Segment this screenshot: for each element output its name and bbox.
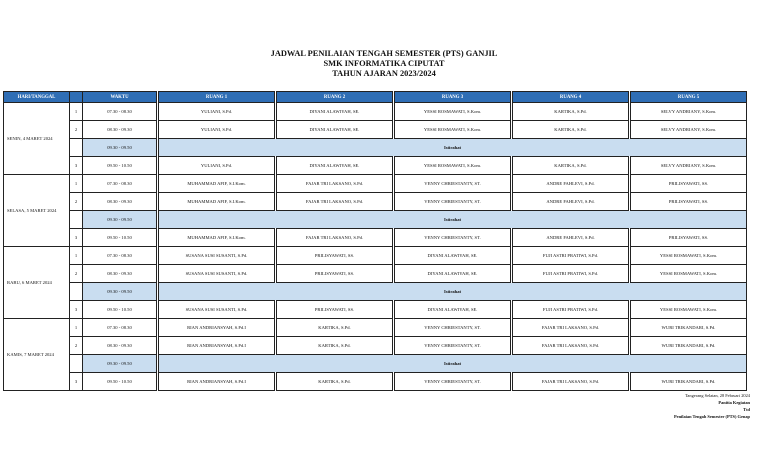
session-number: 3 <box>70 157 83 175</box>
col-time: WAKTU <box>83 92 158 103</box>
room-2-proctor: PRILISYAWATI, SS. <box>276 301 394 319</box>
room-4-proctor: FUJI ASTRI PRATIWI, S.Pd. <box>512 247 630 265</box>
session-number <box>70 139 83 157</box>
footer-signer: Penilaian Tengah Semester (PTS) Genap <box>673 414 750 419</box>
day-date: KAMIS, 7 MARET 2024 <box>4 319 70 391</box>
room-3-proctor: DIYANI ALAWIYAH, SE. <box>394 247 512 265</box>
room-4-proctor: FAJAR TRI LAKSANO, S.Pd. <box>512 373 630 391</box>
room-4-proctor: FAJAR TRI LAKSANO, S.Pd. <box>512 319 630 337</box>
room-3-proctor: VENNY CHRIESTANTY, ST. <box>394 175 512 193</box>
table-row <box>4 121 747 139</box>
room-5-proctor: PRILISYAWATI, SS. <box>630 175 747 193</box>
table-header-row <box>4 92 747 103</box>
room-1-proctor: SUSANA SUSI SUSANTI, S.Pd. <box>158 265 276 283</box>
doc-title-line2: SMK INFORMATIKA CIPUTAT <box>323 59 445 68</box>
room-2-proctor: KARTIKA, S.Pd. <box>276 337 394 355</box>
break-row <box>4 355 747 373</box>
room-3-proctor: VENNY CHRIESTANTY, ST. <box>394 193 512 211</box>
day-date: SENIN, 4 MARET 2024 <box>4 103 70 175</box>
session-number: 2 <box>70 337 83 355</box>
room-2-proctor: FAJAR TRI LAKSANO, S.Pd. <box>276 175 394 193</box>
break-time: 09.30 - 09.50 <box>83 139 158 157</box>
room-3-proctor: YESSI ROSMAWATI, S.Kom. <box>394 103 512 121</box>
room-1-proctor: MUHAMMAD AFIF, S.I.Kom. <box>158 193 276 211</box>
session-number: 2 <box>70 121 83 139</box>
session-number: 1 <box>70 247 83 265</box>
room-4-proctor: ANDRE FAHLEVI, S.Pd. <box>512 229 630 247</box>
footer-ttd: Ttd <box>743 407 750 412</box>
room-5-proctor: PRILISYAWATI, SS. <box>630 193 747 211</box>
day-date: RABU, 6 MARET 2024 <box>4 247 70 319</box>
session-time: 09.50 - 10.50 <box>83 229 158 247</box>
break-row <box>4 139 747 157</box>
room-2-proctor: DIYANI ALAWIYAH, SE. <box>276 157 394 175</box>
room-2-proctor: PRILISYAWATI, SS. <box>276 265 394 283</box>
room-2-proctor: KARTIKA, S.Pd. <box>276 319 394 337</box>
room-5-proctor: SELVY ANDRIANY, S.Kom. <box>630 103 747 121</box>
room-3-proctor: VENNY CHRIESTANTY, ST. <box>394 337 512 355</box>
room-1-proctor: SUSANA SUSI SUSANTI, S.Pd. <box>158 247 276 265</box>
col-room-3: RUANG 3 <box>394 92 512 103</box>
break-label: Istirahat <box>158 211 747 229</box>
room-5-proctor: YESSI ROSMAWATI, S.Kom. <box>630 247 747 265</box>
room-1-proctor: RIAN ANDRIANSYAH, S.Pd.I <box>158 337 276 355</box>
col-room-2: RUANG 2 <box>276 92 394 103</box>
doc-title-line1: JADWAL PENILAIAN TENGAH SEMESTER (PTS) GANJIL <box>270 49 498 58</box>
room-1-proctor: SUSANA SUSI SUSANTI, S.Pd. <box>158 301 276 319</box>
schedule-table <box>3 91 747 391</box>
room-5-proctor: WURI TRIKANDARI, S.Pd. <box>630 337 747 355</box>
session-number: 2 <box>70 193 83 211</box>
session-number <box>70 283 83 301</box>
table-row <box>4 103 747 121</box>
col-room-5: RUANG 5 <box>630 92 747 103</box>
room-3-proctor: YESSI ROSMAWATI, S.Kom. <box>394 157 512 175</box>
room-3-proctor: DIYANI ALAWIYAH, SE. <box>394 301 512 319</box>
break-time: 09.30 - 09.50 <box>83 355 158 373</box>
room-1-proctor: RIAN ANDRIANSYAH, S.Pd.I <box>158 373 276 391</box>
break-time: 09.30 - 09.50 <box>83 211 158 229</box>
break-row <box>4 283 747 301</box>
room-1-proctor: MUHAMMAD AFIF, S.I.Kom. <box>158 229 276 247</box>
col-room-4: RUANG 4 <box>512 92 630 103</box>
session-number: 1 <box>70 319 83 337</box>
room-4-proctor: FUJI ASTRI PRATIWI, S.Pd. <box>512 265 630 283</box>
break-row <box>4 211 747 229</box>
session-time: 07.30 - 08.30 <box>83 103 158 121</box>
col-no <box>70 92 83 103</box>
table-row <box>4 157 747 175</box>
room-4-proctor: KARTIKA, S.Pd. <box>512 103 630 121</box>
room-2-proctor: KARTIKA, S.Pd. <box>276 373 394 391</box>
col-room-1: RUANG 1 <box>158 92 276 103</box>
session-time: 08.30 - 09.30 <box>83 265 158 283</box>
session-number: 3 <box>70 301 83 319</box>
session-time: 09.50 - 10.50 <box>83 301 158 319</box>
footer-place-date: Tangerang Selatan, 28 Februari 2024 <box>685 393 750 398</box>
room-5-proctor: SELVY ANDRIANY, S.Kom. <box>630 121 747 139</box>
room-3-proctor: VENNY CHRIESTANTY, ST. <box>394 373 512 391</box>
session-number: 3 <box>70 373 83 391</box>
room-5-proctor: PRILISYAWATI, SS. <box>630 229 747 247</box>
break-label: Istirahat <box>158 283 747 301</box>
room-2-proctor: FAJAR TRI LAKSANO, S.Pd. <box>276 193 394 211</box>
table-row <box>4 265 747 283</box>
session-time: 07.30 - 08.30 <box>83 319 158 337</box>
table-row <box>4 247 747 265</box>
room-4-proctor: FUJI ASTRI PRATIWI, S.Pd. <box>512 301 630 319</box>
room-3-proctor: DIYANI ALAWIYAH, SE. <box>394 265 512 283</box>
room-4-proctor: ANDRE FAHLEVI, S.Pd. <box>512 193 630 211</box>
room-2-proctor: FAJAR TRI LAKSANO, S.Pd. <box>276 229 394 247</box>
room-3-proctor: VENNY CHRIESTANTY, ST. <box>394 229 512 247</box>
room-3-proctor: VENNY CHRIESTANTY, ST. <box>394 319 512 337</box>
room-5-proctor: YESSI ROSMAWATI, S.Kom. <box>630 301 747 319</box>
session-number: 3 <box>70 229 83 247</box>
session-number: 1 <box>70 175 83 193</box>
break-label: Istirahat <box>158 355 747 373</box>
session-time: 09.50 - 10.50 <box>83 373 158 391</box>
room-2-proctor: DIYANI ALAWIYAH, SE. <box>276 121 394 139</box>
session-number <box>70 211 83 229</box>
table-row <box>4 319 747 337</box>
room-1-proctor: RIAN ANDRIANSYAH, S.Pd.I <box>158 319 276 337</box>
room-4-proctor: ANDRE FAHLEVI, S.Pd. <box>512 175 630 193</box>
room-1-proctor: YULIANI, S.Pd. <box>158 103 276 121</box>
session-time: 08.30 - 09.30 <box>83 193 158 211</box>
table-row <box>4 229 747 247</box>
room-1-proctor: MUHAMMAD AFIF, S.I.Kom. <box>158 175 276 193</box>
room-5-proctor: WURI TRIKANDARI, S.Pd. <box>630 319 747 337</box>
col-day: HARI/TANGGAL <box>4 92 70 103</box>
session-number <box>70 355 83 373</box>
table-row <box>4 301 747 319</box>
room-4-proctor: KARTIKA, S.Pd. <box>512 157 630 175</box>
break-label: Istirahat <box>158 139 747 157</box>
room-1-proctor: YULIANI, S.Pd. <box>158 121 276 139</box>
day-date: SELASA, 5 MARET 2024 <box>4 175 70 247</box>
session-time: 07.30 - 08.30 <box>83 175 158 193</box>
room-5-proctor: YESSI ROSMAWATI, S.Kom. <box>630 265 747 283</box>
session-time: 09.50 - 10.50 <box>83 157 158 175</box>
session-time: 07.30 - 08.30 <box>83 247 158 265</box>
room-2-proctor: PRILISYAWATI, SS. <box>276 247 394 265</box>
room-2-proctor: DIYANI ALAWIYAH, SE. <box>276 103 394 121</box>
table-row <box>4 337 747 355</box>
room-5-proctor: SELVY ANDRIANY, S.Kom. <box>630 157 747 175</box>
session-number: 2 <box>70 265 83 283</box>
session-time: 08.30 - 09.30 <box>83 121 158 139</box>
room-4-proctor: KARTIKA, S.Pd. <box>512 121 630 139</box>
room-1-proctor: YULIANI, S.Pd. <box>158 157 276 175</box>
doc-title-line3: TAHUN AJARAN 2023/2024 <box>332 69 436 78</box>
session-number: 1 <box>70 103 83 121</box>
room-5-proctor: WURI TRIKANDARI, S.Pd. <box>630 373 747 391</box>
room-4-proctor: FAJAR TRI LAKSANO, S.Pd. <box>512 337 630 355</box>
room-3-proctor: YESSI ROSMAWATI, S.Kom. <box>394 121 512 139</box>
table-row <box>4 193 747 211</box>
footer-committee: Panitia Kegiatan <box>718 400 750 405</box>
session-time: 08.30 - 09.30 <box>83 337 158 355</box>
table-row <box>4 175 747 193</box>
break-time: 09.30 - 09.50 <box>83 283 158 301</box>
table-row <box>4 373 747 391</box>
